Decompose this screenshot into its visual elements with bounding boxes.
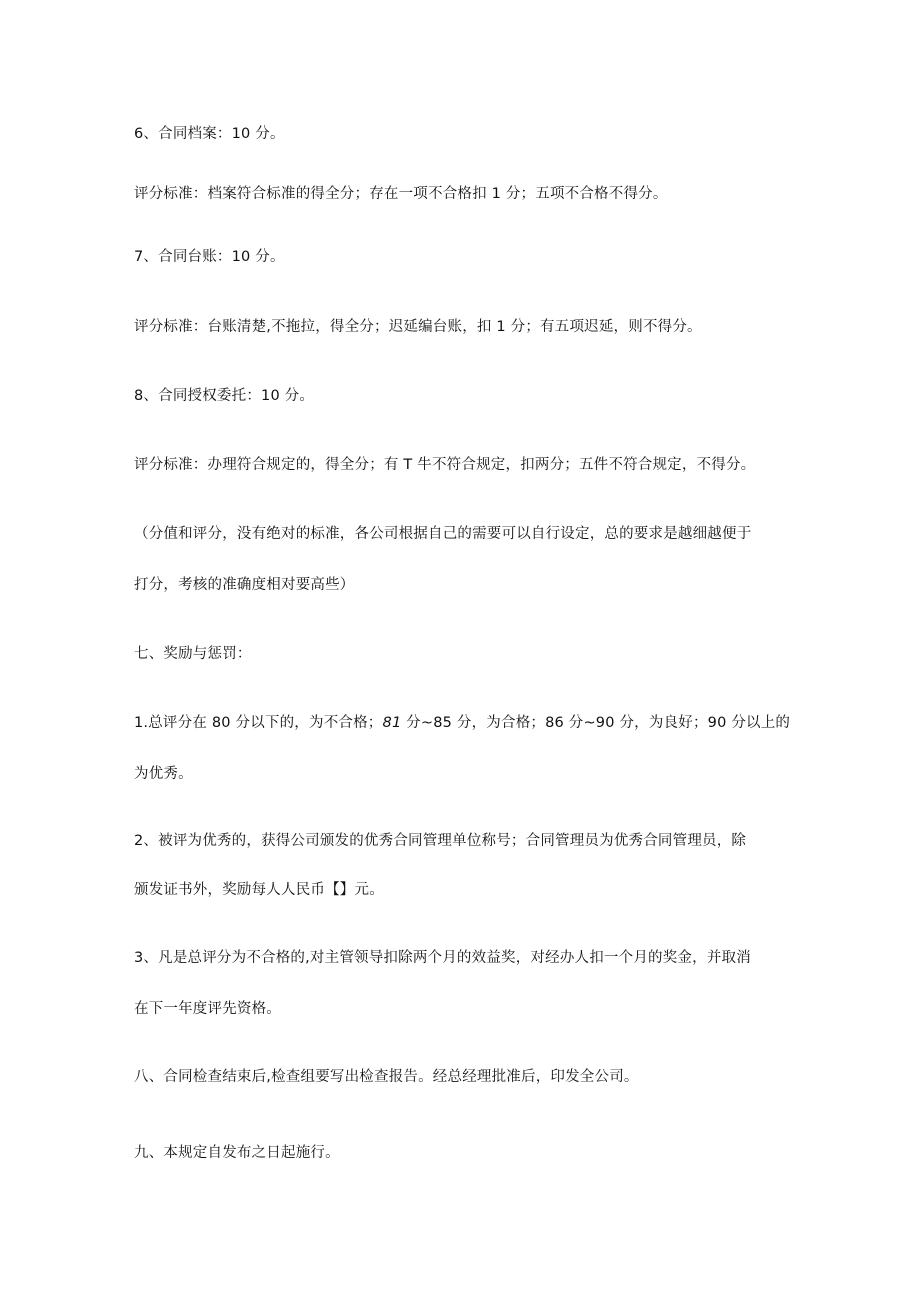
section-8-text: 八、合同检查结束后,检查组要写出检查报告。经总经理批准后，印发全公司。 [134, 1069, 639, 1085]
item-6-contract-archive: 6、合同档案：10 分。 [134, 126, 285, 142]
reward-item-1-part-c: 分~85 分，为合格；86 分~90 分，为良好；90 分以上的 [401, 715, 791, 731]
scoring-standard-archive: 评分标准：档案符合标准的得全分；存在一项不合格扣 1 分；五项不合格不得分。 [134, 186, 668, 202]
reward-item-2-line-2: 颁发证书外，奖励每人人民币【】元。 [134, 882, 384, 898]
item-8-contract-authorization: 8、合同授权委托：10 分。 [134, 388, 315, 404]
reward-item-1-line-2: 为优秀。 [134, 766, 193, 782]
reward-item-3-line-1: 3、凡是总评分为不合格的,对主管领导扣除两个月的效益奖，对经办人扣一个月的奖金，并取消 [134, 950, 751, 966]
reward-item-3-line-2: 在下一年度评先资格。 [134, 1001, 281, 1017]
note-paragraph-line-1: （分值和评分，没有绝对的标准，各公司根据自己的需要可以自行设定，总的要求是越细越便于 [134, 526, 752, 542]
reward-item-1-line-1 [134, 713, 814, 733]
section-9-text: 九、本规定自发布之日起施行。 [134, 1145, 340, 1161]
reward-item-1-part-a: 1.总评分在 80 分以下的，为不合格； [134, 715, 383, 731]
reward-item-1-part-b: 81 [382, 715, 402, 731]
section-7-heading: 七、奖励与惩罚： [134, 646, 252, 662]
scoring-standard-authorization: 评分标准：办理符合规定的，得全分；有 T 牛不符合规定，扣两分；五件不符合规定，不得分。 [134, 457, 756, 473]
scoring-standard-ledger: 评分标准：台账清楚,不拖拉，得全分；迟延编台账，扣 1 分；有五项迟延，则不得分。 [134, 319, 702, 335]
reward-item-2-line-1: 2、被评为优秀的，获得公司颁发的优秀合同管理单位称号；合同管理员为优秀合同管理员，除 [134, 833, 747, 849]
note-paragraph-line-2: 打分，考核的准确度相对要高些） [134, 577, 355, 593]
item-7-contract-ledger: 7、合同台账：10 分。 [134, 249, 285, 265]
